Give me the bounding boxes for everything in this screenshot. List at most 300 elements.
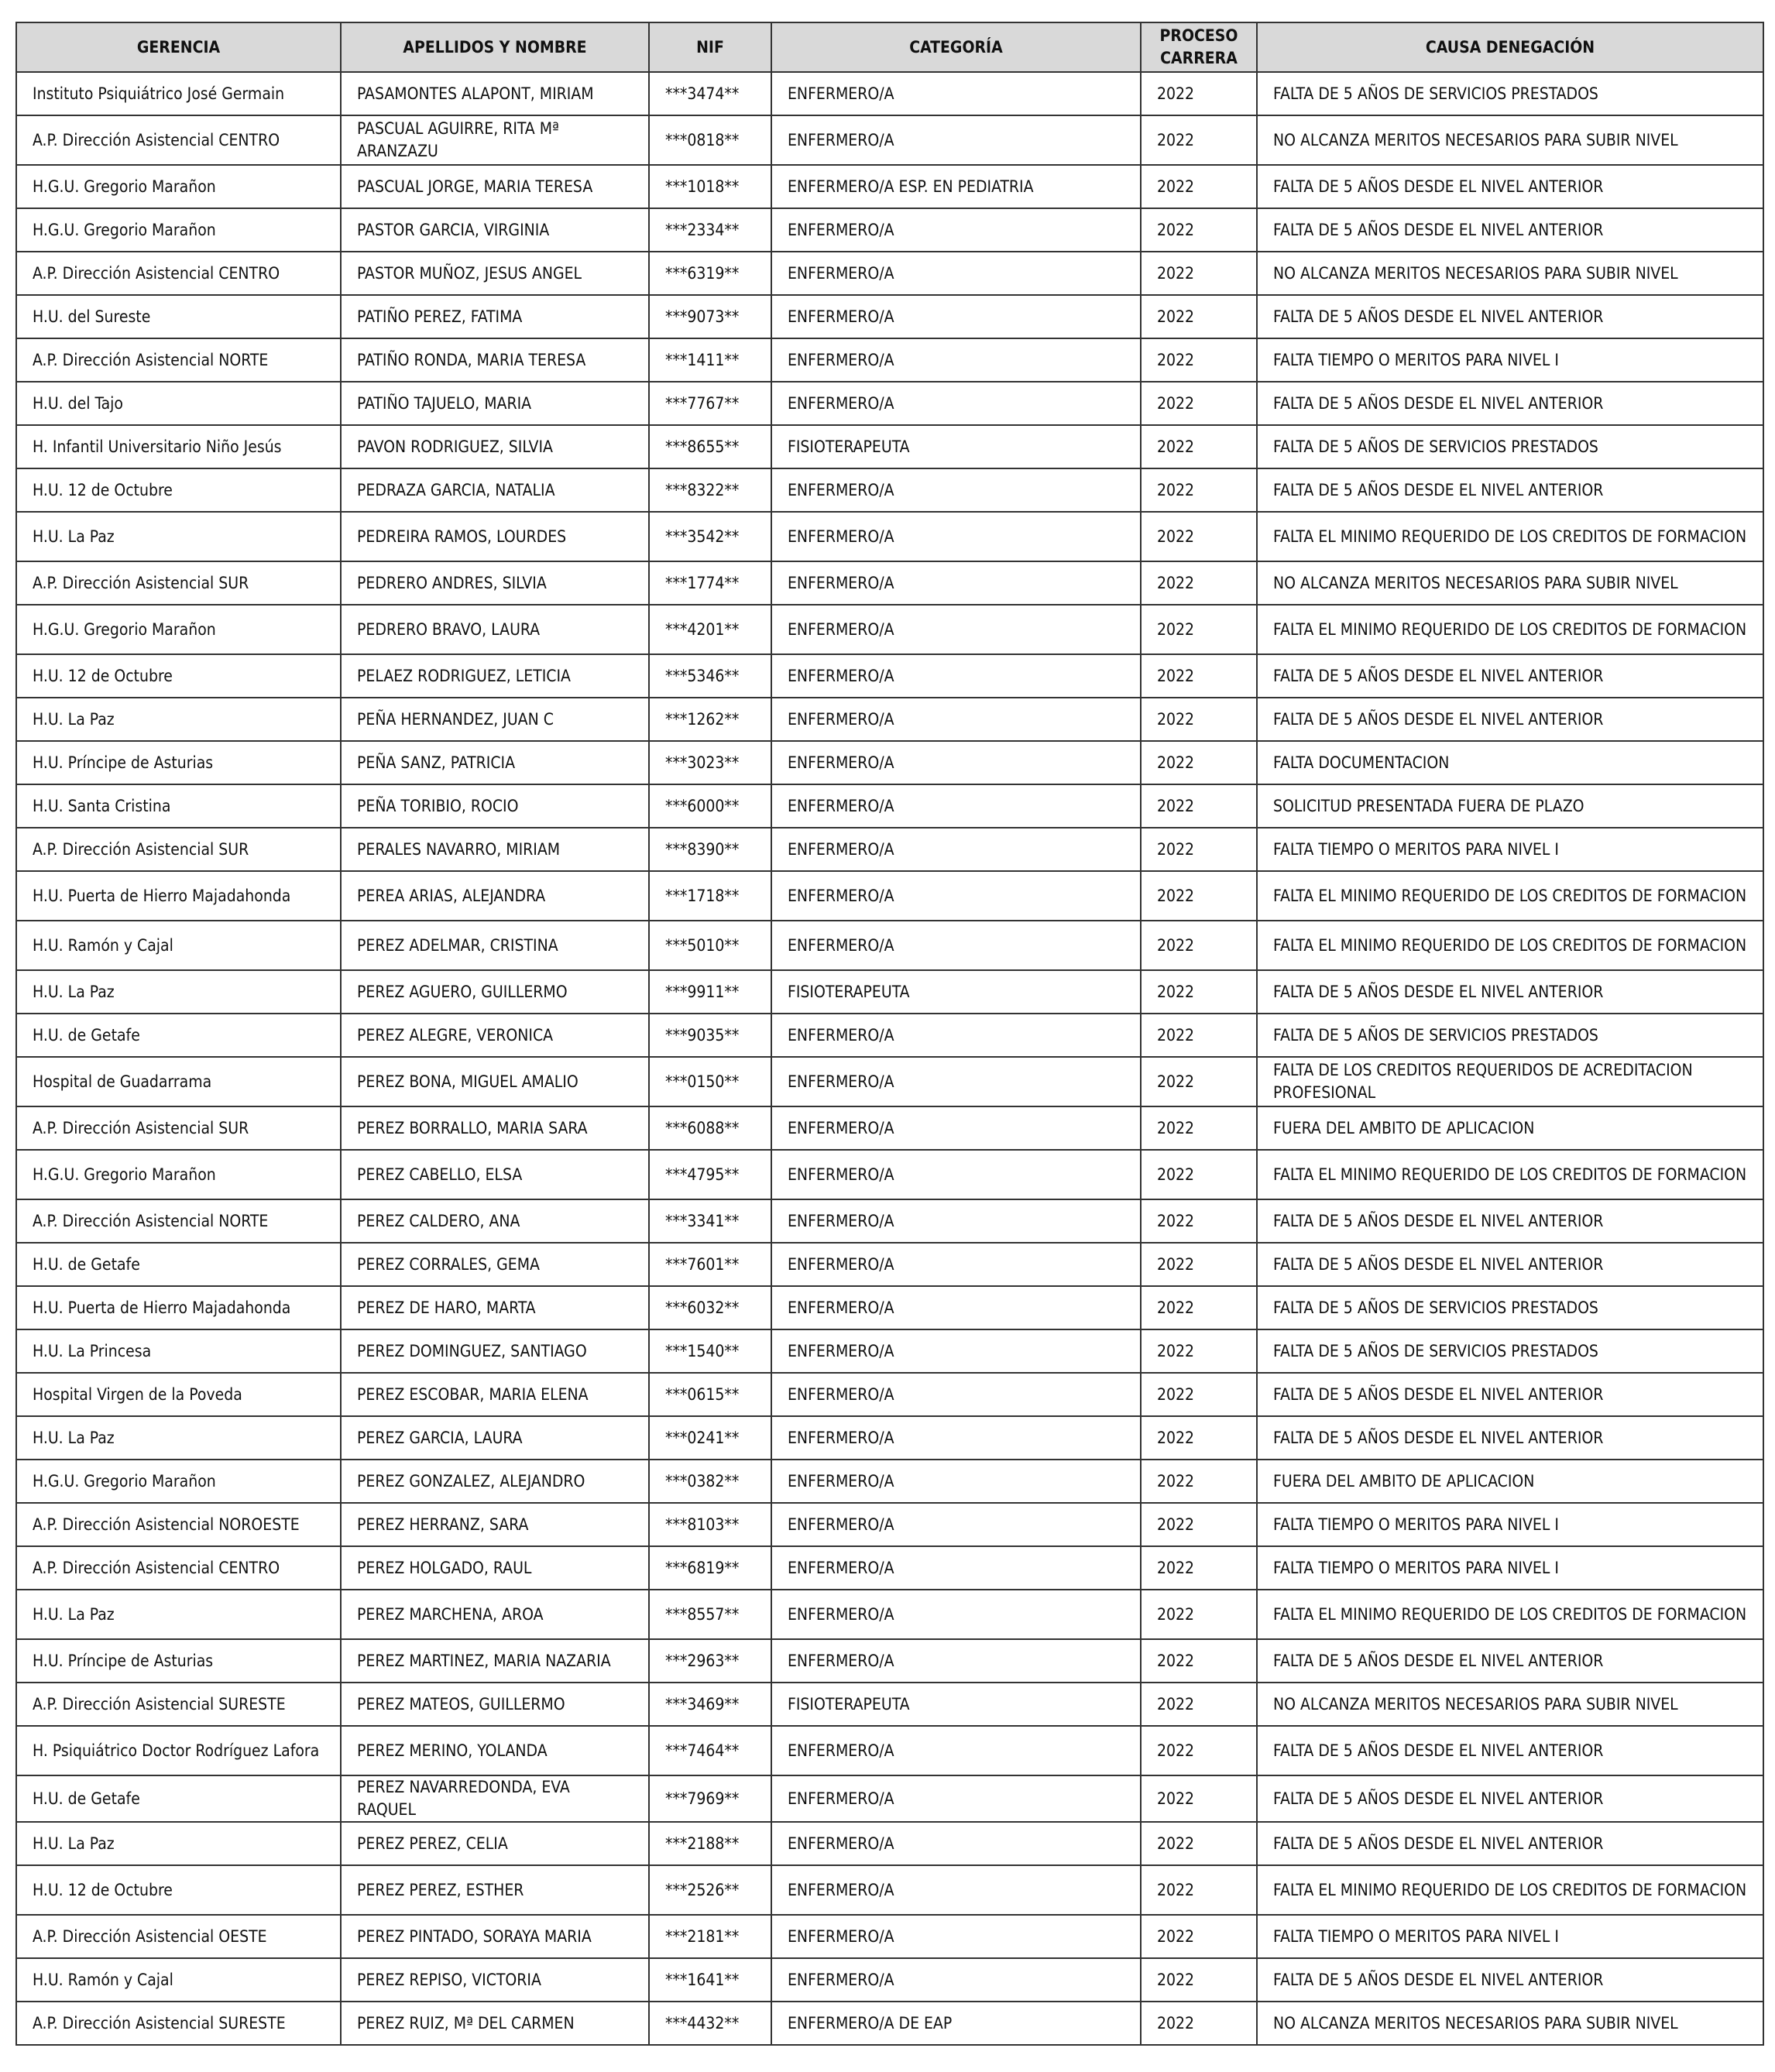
table-row xyxy=(16,741,1763,784)
cell-proceso-carrera: 2022 xyxy=(1141,1243,1257,1286)
cell-nif: ***1718** xyxy=(649,871,771,921)
cell-gerencia: H. Psiquiátrico Doctor Rodríguez Lafora xyxy=(16,1726,341,1775)
cell-nif: ***3341** xyxy=(649,1199,771,1243)
table-row xyxy=(16,295,1763,338)
cell-categoria: FISIOTERAPEUTA xyxy=(771,1683,1141,1726)
table-row xyxy=(16,1865,1763,1915)
table-row xyxy=(16,1590,1763,1639)
cell-nif: ***3469** xyxy=(649,1683,771,1726)
cell-proceso-carrera: 2022 xyxy=(1141,425,1257,468)
cell-gerencia: H.U. La Paz xyxy=(16,1590,341,1639)
cell-categoria: FISIOTERAPEUTA xyxy=(771,970,1141,1014)
table-row xyxy=(16,970,1763,1014)
cell-causa-denegacion: FALTA DE 5 AÑOS DESDE EL NIVEL ANTERIOR xyxy=(1257,1199,1763,1243)
cell-nif: ***5346** xyxy=(649,654,771,698)
cell-apellidos-nombre: PEREZ CALDERO, ANA xyxy=(341,1199,649,1243)
cell-gerencia: H.U. de Getafe xyxy=(16,1775,341,1822)
header-proceso-carrera: PROCESO CARRERA xyxy=(1141,22,1257,72)
cell-categoria: ENFERMERO/A xyxy=(771,741,1141,784)
cell-apellidos-nombre: PERALES NAVARRO, MIRIAM xyxy=(341,828,649,871)
cell-nif: ***6319** xyxy=(649,252,771,295)
cell-categoria: ENFERMERO/A xyxy=(771,115,1141,165)
cell-categoria: ENFERMERO/A xyxy=(771,1150,1141,1199)
cell-proceso-carrera: 2022 xyxy=(1141,1199,1257,1243)
cell-apellidos-nombre: PEÑA HERNANDEZ, JUAN C xyxy=(341,698,649,741)
cell-causa-denegacion: FALTA DE 5 AÑOS DESDE EL NIVEL ANTERIOR xyxy=(1257,295,1763,338)
cell-causa-denegacion: FUERA DEL AMBITO DE APLICACION xyxy=(1257,1460,1763,1503)
cell-apellidos-nombre: PEREZ REPISO, VICTORIA xyxy=(341,1958,649,2002)
cell-gerencia: H.G.U. Gregorio Marañon xyxy=(16,165,341,208)
table-row xyxy=(16,784,1763,828)
cell-proceso-carrera: 2022 xyxy=(1141,165,1257,208)
cell-causa-denegacion: FALTA EL MINIMO REQUERIDO DE LOS CREDITOS DE FORMACION xyxy=(1257,1590,1763,1639)
table-row xyxy=(16,1683,1763,1726)
cell-apellidos-nombre: PEREZ MERINO, YOLANDA xyxy=(341,1726,649,1775)
cell-gerencia: H.G.U. Gregorio Marañon xyxy=(16,208,341,252)
cell-apellidos-nombre: PEREZ GONZALEZ, ALEJANDRO xyxy=(341,1460,649,1503)
table-row xyxy=(16,252,1763,295)
cell-nif: ***0382** xyxy=(649,1460,771,1503)
table-row xyxy=(16,1775,1763,1822)
cell-nif: ***3474** xyxy=(649,72,771,115)
cell-categoria: ENFERMERO/A xyxy=(771,1915,1141,1958)
cell-nif: ***9911** xyxy=(649,970,771,1014)
cell-gerencia: A.P. Dirección Asistencial CENTRO xyxy=(16,1546,341,1590)
cell-causa-denegacion: FALTA DE 5 AÑOS DE SERVICIOS PRESTADOS xyxy=(1257,425,1763,468)
cell-proceso-carrera: 2022 xyxy=(1141,1503,1257,1546)
cell-proceso-carrera: 2022 xyxy=(1141,468,1257,512)
cell-proceso-carrera: 2022 xyxy=(1141,871,1257,921)
cell-causa-denegacion: FALTA DE 5 AÑOS DE SERVICIOS PRESTADOS xyxy=(1257,1014,1763,1057)
cell-proceso-carrera: 2022 xyxy=(1141,1915,1257,1958)
cell-causa-denegacion: FALTA DE 5 AÑOS DESDE EL NIVEL ANTERIOR xyxy=(1257,1243,1763,1286)
cell-nif: ***1262** xyxy=(649,698,771,741)
cell-proceso-carrera: 2022 xyxy=(1141,970,1257,1014)
cell-proceso-carrera: 2022 xyxy=(1141,1639,1257,1683)
cell-gerencia: H.U. Santa Cristina xyxy=(16,784,341,828)
cell-categoria: ENFERMERO/A xyxy=(771,698,1141,741)
cell-categoria: ENFERMERO/A xyxy=(771,871,1141,921)
header-gerencia: GERENCIA xyxy=(16,22,341,72)
table-row xyxy=(16,1822,1763,1865)
cell-apellidos-nombre: PASTOR GARCIA, VIRGINIA xyxy=(341,208,649,252)
cell-apellidos-nombre: PEREZ MARCHENA, AROA xyxy=(341,1590,649,1639)
cell-apellidos-nombre: PEREZ AGUERO, GUILLERMO xyxy=(341,970,649,1014)
cell-apellidos-nombre: PASTOR MUÑOZ, JESUS ANGEL xyxy=(341,252,649,295)
table-row xyxy=(16,1373,1763,1416)
cell-apellidos-nombre: PEREZ BONA, MIGUEL AMALIO xyxy=(341,1057,649,1106)
cell-proceso-carrera: 2022 xyxy=(1141,1683,1257,1726)
cell-causa-denegacion: FALTA EL MINIMO REQUERIDO DE LOS CREDITOS DE FORMACION xyxy=(1257,512,1763,561)
cell-apellidos-nombre: PEDRAZA GARCIA, NATALIA xyxy=(341,468,649,512)
table-row xyxy=(16,871,1763,921)
table-row xyxy=(16,468,1763,512)
cell-gerencia: Hospital de Guadarrama xyxy=(16,1057,341,1106)
table-row xyxy=(16,1726,1763,1775)
cell-gerencia: H.U. La Paz xyxy=(16,970,341,1014)
table-row xyxy=(16,605,1763,654)
cell-causa-denegacion: FALTA DOCUMENTACION xyxy=(1257,741,1763,784)
cell-apellidos-nombre: PEREZ NAVARREDONDA, EVA RAQUEL xyxy=(341,1775,649,1822)
cell-gerencia: H.U. Ramón y Cajal xyxy=(16,921,341,970)
cell-gerencia: A.P. Dirección Asistencial SUR xyxy=(16,828,341,871)
cell-categoria: ENFERMERO/A xyxy=(771,1057,1141,1106)
document-page xyxy=(15,22,1763,2046)
cell-apellidos-nombre: PATIÑO TAJUELO, MARIA xyxy=(341,382,649,425)
table-row xyxy=(16,1057,1763,1106)
cell-gerencia: A.P. Dirección Asistencial NORTE xyxy=(16,1199,341,1243)
cell-apellidos-nombre: PEREZ CABELLO, ELSA xyxy=(341,1150,649,1199)
cell-categoria: ENFERMERO/A xyxy=(771,828,1141,871)
cell-nif: ***3023** xyxy=(649,741,771,784)
table-body xyxy=(16,72,1763,2045)
table-row xyxy=(16,382,1763,425)
cell-proceso-carrera: 2022 xyxy=(1141,208,1257,252)
cell-apellidos-nombre: PEREZ PINTADO, SORAYA MARIA xyxy=(341,1915,649,1958)
cell-proceso-carrera: 2022 xyxy=(1141,741,1257,784)
table-row xyxy=(16,698,1763,741)
cell-nif: ***5010** xyxy=(649,921,771,970)
cell-causa-denegacion: FALTA DE 5 AÑOS DESDE EL NIVEL ANTERIOR xyxy=(1257,1775,1763,1822)
cell-gerencia: H.U. La Paz xyxy=(16,1416,341,1460)
cell-proceso-carrera: 2022 xyxy=(1141,1775,1257,1822)
cell-nif: ***8655** xyxy=(649,425,771,468)
cell-categoria: ENFERMERO/A xyxy=(771,1590,1141,1639)
cell-nif: ***7767** xyxy=(649,382,771,425)
cell-gerencia: H. Infantil Universitario Niño Jesús xyxy=(16,425,341,468)
cell-gerencia: H.G.U. Gregorio Marañon xyxy=(16,605,341,654)
cell-categoria: ENFERMERO/A xyxy=(771,1460,1141,1503)
cell-causa-denegacion: SOLICITUD PRESENTADA FUERA DE PLAZO xyxy=(1257,784,1763,828)
cell-categoria: ENFERMERO/A xyxy=(771,252,1141,295)
cell-gerencia: A.P. Dirección Asistencial SUR xyxy=(16,1106,341,1150)
cell-causa-denegacion: FALTA DE LOS CREDITOS REQUERIDOS DE ACREDITACION PROFESIONAL xyxy=(1257,1057,1763,1106)
table-row xyxy=(16,1106,1763,1150)
cell-proceso-carrera: 2022 xyxy=(1141,1150,1257,1199)
cell-proceso-carrera: 2022 xyxy=(1141,1329,1257,1373)
cell-gerencia: H.U. La Princesa xyxy=(16,1329,341,1373)
cell-proceso-carrera: 2022 xyxy=(1141,654,1257,698)
cell-categoria: ENFERMERO/A xyxy=(771,382,1141,425)
cell-gerencia: A.P. Dirección Asistencial CENTRO xyxy=(16,115,341,165)
cell-proceso-carrera: 2022 xyxy=(1141,1106,1257,1150)
table-row xyxy=(16,1329,1763,1373)
cell-categoria: FISIOTERAPEUTA xyxy=(771,425,1141,468)
cell-proceso-carrera: 2022 xyxy=(1141,1057,1257,1106)
cell-causa-denegacion: FALTA EL MINIMO REQUERIDO DE LOS CREDITOS DE FORMACION xyxy=(1257,871,1763,921)
cell-causa-denegacion: FALTA EL MINIMO REQUERIDO DE LOS CREDITOS DE FORMACION xyxy=(1257,1865,1763,1915)
cell-categoria: ENFERMERO/A xyxy=(771,605,1141,654)
table-row xyxy=(16,338,1763,382)
cell-nif: ***2188** xyxy=(649,1822,771,1865)
cell-proceso-carrera: 2022 xyxy=(1141,2002,1257,2045)
cell-proceso-carrera: 2022 xyxy=(1141,1590,1257,1639)
cell-gerencia: H.G.U. Gregorio Marañon xyxy=(16,1460,341,1503)
cell-nif: ***8322** xyxy=(649,468,771,512)
cell-causa-denegacion: FALTA DE 5 AÑOS DESDE EL NIVEL ANTERIOR xyxy=(1257,970,1763,1014)
table-row xyxy=(16,561,1763,605)
cell-categoria: ENFERMERO/A xyxy=(771,1286,1141,1329)
cell-apellidos-nombre: PASCUAL JORGE, MARIA TERESA xyxy=(341,165,649,208)
table-row xyxy=(16,1199,1763,1243)
cell-nif: ***6032** xyxy=(649,1286,771,1329)
cell-causa-denegacion: FALTA DE 5 AÑOS DESDE EL NIVEL ANTERIOR xyxy=(1257,1373,1763,1416)
cell-apellidos-nombre: PEREZ ADELMAR, CRISTINA xyxy=(341,921,649,970)
cell-causa-denegacion: FALTA DE 5 AÑOS DESDE EL NIVEL ANTERIOR xyxy=(1257,1726,1763,1775)
cell-nif: ***2963** xyxy=(649,1639,771,1683)
cell-causa-denegacion: FALTA TIEMPO O MERITOS PARA NIVEL I xyxy=(1257,338,1763,382)
table-row xyxy=(16,2002,1763,2045)
cell-categoria: ENFERMERO/A xyxy=(771,1865,1141,1915)
table-row xyxy=(16,208,1763,252)
cell-proceso-carrera: 2022 xyxy=(1141,115,1257,165)
cell-nif: ***6088** xyxy=(649,1106,771,1150)
cell-proceso-carrera: 2022 xyxy=(1141,512,1257,561)
cell-nif: ***9035** xyxy=(649,1014,771,1057)
cell-proceso-carrera: 2022 xyxy=(1141,698,1257,741)
cell-causa-denegacion: NO ALCANZA MERITOS NECESARIOS PARA SUBIR NIVEL xyxy=(1257,252,1763,295)
cell-causa-denegacion: NO ALCANZA MERITOS NECESARIOS PARA SUBIR NIVEL xyxy=(1257,2002,1763,2045)
cell-nif: ***7969** xyxy=(649,1775,771,1822)
cell-proceso-carrera: 2022 xyxy=(1141,1373,1257,1416)
cell-nif: ***4795** xyxy=(649,1150,771,1199)
cell-categoria: ENFERMERO/A xyxy=(771,1958,1141,2002)
table-row xyxy=(16,654,1763,698)
cell-categoria: ENFERMERO/A ESP. EN PEDIATRIA xyxy=(771,165,1141,208)
cell-causa-denegacion: NO ALCANZA MERITOS NECESARIOS PARA SUBIR NIVEL xyxy=(1257,561,1763,605)
cell-causa-denegacion: FALTA DE 5 AÑOS DESDE EL NIVEL ANTERIOR xyxy=(1257,1416,1763,1460)
cell-nif: ***0615** xyxy=(649,1373,771,1416)
cell-nif: ***0818** xyxy=(649,115,771,165)
cell-proceso-carrera: 2022 xyxy=(1141,1726,1257,1775)
cell-nif: ***6819** xyxy=(649,1546,771,1590)
cell-proceso-carrera: 2022 xyxy=(1141,252,1257,295)
cell-apellidos-nombre: PEREZ MARTINEZ, MARIA NAZARIA xyxy=(341,1639,649,1683)
cell-apellidos-nombre: PEREZ PEREZ, CELIA xyxy=(341,1822,649,1865)
cell-apellidos-nombre: PEREZ HOLGADO, RAUL xyxy=(341,1546,649,1590)
cell-nif: ***9073** xyxy=(649,295,771,338)
cell-gerencia: H.U. del Tajo xyxy=(16,382,341,425)
cell-apellidos-nombre: PELAEZ RODRIGUEZ, LETICIA xyxy=(341,654,649,698)
cell-apellidos-nombre: PEREZ ESCOBAR, MARIA ELENA xyxy=(341,1373,649,1416)
table-row xyxy=(16,512,1763,561)
cell-categoria: ENFERMERO/A xyxy=(771,1546,1141,1590)
cell-causa-denegacion: NO ALCANZA MERITOS NECESARIOS PARA SUBIR NIVEL xyxy=(1257,115,1763,165)
table-row xyxy=(16,1546,1763,1590)
cell-apellidos-nombre: PEREZ MATEOS, GUILLERMO xyxy=(341,1683,649,1726)
cell-proceso-carrera: 2022 xyxy=(1141,784,1257,828)
cell-nif: ***0150** xyxy=(649,1057,771,1106)
cell-apellidos-nombre: PASAMONTES ALAPONT, MIRIAM xyxy=(341,72,649,115)
cell-nif: ***2526** xyxy=(649,1865,771,1915)
cell-apellidos-nombre: PAVON RODRIGUEZ, SILVIA xyxy=(341,425,649,468)
cell-causa-denegacion: FALTA DE 5 AÑOS DESDE EL NIVEL ANTERIOR xyxy=(1257,382,1763,425)
cell-causa-denegacion: FALTA DE 5 AÑOS DESDE EL NIVEL ANTERIOR xyxy=(1257,165,1763,208)
cell-nif: ***4201** xyxy=(649,605,771,654)
cell-apellidos-nombre: PEÑA SANZ, PATRICIA xyxy=(341,741,649,784)
cell-categoria: ENFERMERO/A xyxy=(771,1775,1141,1822)
table-row xyxy=(16,1286,1763,1329)
table-row xyxy=(16,1416,1763,1460)
cell-apellidos-nombre: PEREA ARIAS, ALEJANDRA xyxy=(341,871,649,921)
cell-gerencia: A.P. Dirección Asistencial SURESTE xyxy=(16,2002,341,2045)
cell-proceso-carrera: 2022 xyxy=(1141,382,1257,425)
cell-apellidos-nombre: PEREZ DOMINGUEZ, SANTIAGO xyxy=(341,1329,649,1373)
table-row xyxy=(16,1915,1763,1958)
cell-proceso-carrera: 2022 xyxy=(1141,1416,1257,1460)
cell-gerencia: A.P. Dirección Asistencial NOROESTE xyxy=(16,1503,341,1546)
cell-apellidos-nombre: PEREZ CORRALES, GEMA xyxy=(341,1243,649,1286)
cell-proceso-carrera: 2022 xyxy=(1141,295,1257,338)
cell-causa-denegacion: FUERA DEL AMBITO DE APLICACION xyxy=(1257,1106,1763,1150)
cell-apellidos-nombre: PEREZ DE HARO, MARTA xyxy=(341,1286,649,1329)
cell-causa-denegacion: FALTA DE 5 AÑOS DESDE EL NIVEL ANTERIOR xyxy=(1257,1958,1763,2002)
cell-causa-denegacion: FALTA TIEMPO O MERITOS PARA NIVEL I xyxy=(1257,1915,1763,1958)
cell-proceso-carrera: 2022 xyxy=(1141,72,1257,115)
cell-proceso-carrera: 2022 xyxy=(1141,1014,1257,1057)
cell-nif: ***2181** xyxy=(649,1915,771,1958)
cell-categoria: ENFERMERO/A xyxy=(771,468,1141,512)
cell-nif: ***4432** xyxy=(649,2002,771,2045)
table-row xyxy=(16,828,1763,871)
cell-causa-denegacion: FALTA DE 5 AÑOS DESDE EL NIVEL ANTERIOR xyxy=(1257,468,1763,512)
cell-causa-denegacion: FALTA EL MINIMO REQUERIDO DE LOS CREDITOS DE FORMACION xyxy=(1257,605,1763,654)
cell-gerencia: H.U. Príncipe de Asturias xyxy=(16,1639,341,1683)
cell-categoria: ENFERMERO/A xyxy=(771,1106,1141,1150)
cell-categoria: ENFERMERO/A xyxy=(771,654,1141,698)
cell-categoria: ENFERMERO/A xyxy=(771,784,1141,828)
cell-apellidos-nombre: PEREZ HERRANZ, SARA xyxy=(341,1503,649,1546)
cell-nif: ***6000** xyxy=(649,784,771,828)
cell-proceso-carrera: 2022 xyxy=(1141,1865,1257,1915)
cell-categoria: ENFERMERO/A xyxy=(771,921,1141,970)
header-causa-denegacion: CAUSA DENEGACIÓN xyxy=(1257,22,1763,72)
cell-nif: ***8390** xyxy=(649,828,771,871)
table-row xyxy=(16,72,1763,115)
cell-nif: ***7601** xyxy=(649,1243,771,1286)
cell-nif: ***1411** xyxy=(649,338,771,382)
cell-categoria: ENFERMERO/A xyxy=(771,1503,1141,1546)
table-row xyxy=(16,1503,1763,1546)
table-row xyxy=(16,1014,1763,1057)
cell-apellidos-nombre: PEÑA TORIBIO, ROCIO xyxy=(341,784,649,828)
cell-proceso-carrera: 2022 xyxy=(1141,1822,1257,1865)
cell-causa-denegacion: FALTA TIEMPO O MERITOS PARA NIVEL I xyxy=(1257,828,1763,871)
cell-categoria: ENFERMERO/A DE EAP xyxy=(771,2002,1141,2045)
cell-proceso-carrera: 2022 xyxy=(1141,605,1257,654)
cell-apellidos-nombre: PATIÑO RONDA, MARIA TERESA xyxy=(341,338,649,382)
cell-gerencia: A.P. Dirección Asistencial OESTE xyxy=(16,1915,341,1958)
cell-gerencia: H.G.U. Gregorio Marañon xyxy=(16,1150,341,1199)
cell-causa-denegacion: FALTA DE 5 AÑOS DE SERVICIOS PRESTADOS xyxy=(1257,72,1763,115)
cell-categoria: ENFERMERO/A xyxy=(771,1639,1141,1683)
cell-causa-denegacion: FALTA DE 5 AÑOS DESDE EL NIVEL ANTERIOR xyxy=(1257,654,1763,698)
table-row xyxy=(16,1958,1763,2002)
table-row xyxy=(16,425,1763,468)
cell-gerencia: Instituto Psiquiátrico José Germain xyxy=(16,72,341,115)
header-apellidos-nombre: APELLIDOS Y NOMBRE xyxy=(341,22,649,72)
table-row xyxy=(16,1243,1763,1286)
cell-apellidos-nombre: PEDRERO BRAVO, LAURA xyxy=(341,605,649,654)
cell-nif: ***8103** xyxy=(649,1503,771,1546)
cell-categoria: ENFERMERO/A xyxy=(771,295,1141,338)
cell-categoria: ENFERMERO/A xyxy=(771,1014,1141,1057)
cell-gerencia: A.P. Dirección Asistencial NORTE xyxy=(16,338,341,382)
header-row xyxy=(16,22,1763,72)
cell-gerencia: A.P. Dirección Asistencial SUR xyxy=(16,561,341,605)
cell-apellidos-nombre: PASCUAL AGUIRRE, RITA Mª ARANZAZU xyxy=(341,115,649,165)
cell-proceso-carrera: 2022 xyxy=(1141,1286,1257,1329)
cell-causa-denegacion: FALTA DE 5 AÑOS DESDE EL NIVEL ANTERIOR xyxy=(1257,1822,1763,1865)
table-row xyxy=(16,1150,1763,1199)
cell-causa-denegacion: FALTA DE 5 AÑOS DE SERVICIOS PRESTADOS xyxy=(1257,1286,1763,1329)
cell-proceso-carrera: 2022 xyxy=(1141,1958,1257,2002)
cell-gerencia: H.U. La Paz xyxy=(16,512,341,561)
cell-nif: ***1774** xyxy=(649,561,771,605)
cell-apellidos-nombre: PEDREIRA RAMOS, LOURDES xyxy=(341,512,649,561)
cell-causa-denegacion: FALTA DE 5 AÑOS DESDE EL NIVEL ANTERIOR xyxy=(1257,208,1763,252)
cell-apellidos-nombre: PEREZ PEREZ, ESTHER xyxy=(341,1865,649,1915)
cell-categoria: ENFERMERO/A xyxy=(771,1822,1141,1865)
cell-gerencia: A.P. Dirección Asistencial CENTRO xyxy=(16,252,341,295)
cell-categoria: ENFERMERO/A xyxy=(771,208,1141,252)
cell-proceso-carrera: 2022 xyxy=(1141,561,1257,605)
cell-proceso-carrera: 2022 xyxy=(1141,921,1257,970)
cell-causa-denegacion: FALTA TIEMPO O MERITOS PARA NIVEL I xyxy=(1257,1546,1763,1590)
cell-gerencia: H.U. 12 de Octubre xyxy=(16,1865,341,1915)
cell-nif: ***1540** xyxy=(649,1329,771,1373)
cell-gerencia: H.U. 12 de Octubre xyxy=(16,654,341,698)
cell-gerencia: H.U. de Getafe xyxy=(16,1243,341,1286)
cell-categoria: ENFERMERO/A xyxy=(771,561,1141,605)
cell-proceso-carrera: 2022 xyxy=(1141,1546,1257,1590)
cell-apellidos-nombre: PEREZ BORRALLO, MARIA SARA xyxy=(341,1106,649,1150)
table-row xyxy=(16,1460,1763,1503)
cell-nif: ***7464** xyxy=(649,1726,771,1775)
cell-causa-denegacion: FALTA EL MINIMO REQUERIDO DE LOS CREDITOS DE FORMACION xyxy=(1257,1150,1763,1199)
table-row xyxy=(16,1639,1763,1683)
cell-nif: ***0241** xyxy=(649,1416,771,1460)
table-row xyxy=(16,921,1763,970)
cell-categoria: ENFERMERO/A xyxy=(771,1199,1141,1243)
cell-nif: ***1641** xyxy=(649,1958,771,2002)
header-nif: NIF xyxy=(649,22,771,72)
cell-causa-denegacion: FALTA DE 5 AÑOS DE SERVICIOS PRESTADOS xyxy=(1257,1329,1763,1373)
cell-categoria: ENFERMERO/A xyxy=(771,512,1141,561)
cell-gerencia: H.U. Príncipe de Asturias xyxy=(16,741,341,784)
cell-nif: ***2334** xyxy=(649,208,771,252)
cell-categoria: ENFERMERO/A xyxy=(771,1726,1141,1775)
cell-apellidos-nombre: PEREZ RUIZ, Mª DEL CARMEN xyxy=(341,2002,649,2045)
cell-proceso-carrera: 2022 xyxy=(1141,1460,1257,1503)
table-row xyxy=(16,115,1763,165)
cell-apellidos-nombre: PEDRERO ANDRES, SILVIA xyxy=(341,561,649,605)
cell-gerencia: H.U. Ramón y Cajal xyxy=(16,1958,341,2002)
cell-gerencia: A.P. Dirección Asistencial SURESTE xyxy=(16,1683,341,1726)
cell-gerencia: Hospital Virgen de la Poveda xyxy=(16,1373,341,1416)
cell-proceso-carrera: 2022 xyxy=(1141,338,1257,382)
cell-apellidos-nombre: PEREZ ALEGRE, VERONICA xyxy=(341,1014,649,1057)
cell-gerencia: H.U. del Sureste xyxy=(16,295,341,338)
table-row xyxy=(16,165,1763,208)
header-categoria: CATEGORÍA xyxy=(771,22,1141,72)
cell-categoria: ENFERMERO/A xyxy=(771,1373,1141,1416)
cell-proceso-carrera: 2022 xyxy=(1141,828,1257,871)
cell-categoria: ENFERMERO/A xyxy=(771,1329,1141,1373)
cell-categoria: ENFERMERO/A xyxy=(771,1243,1141,1286)
cell-causa-denegacion: FALTA TIEMPO O MERITOS PARA NIVEL I xyxy=(1257,1503,1763,1546)
cell-apellidos-nombre: PEREZ GARCIA, LAURA xyxy=(341,1416,649,1460)
